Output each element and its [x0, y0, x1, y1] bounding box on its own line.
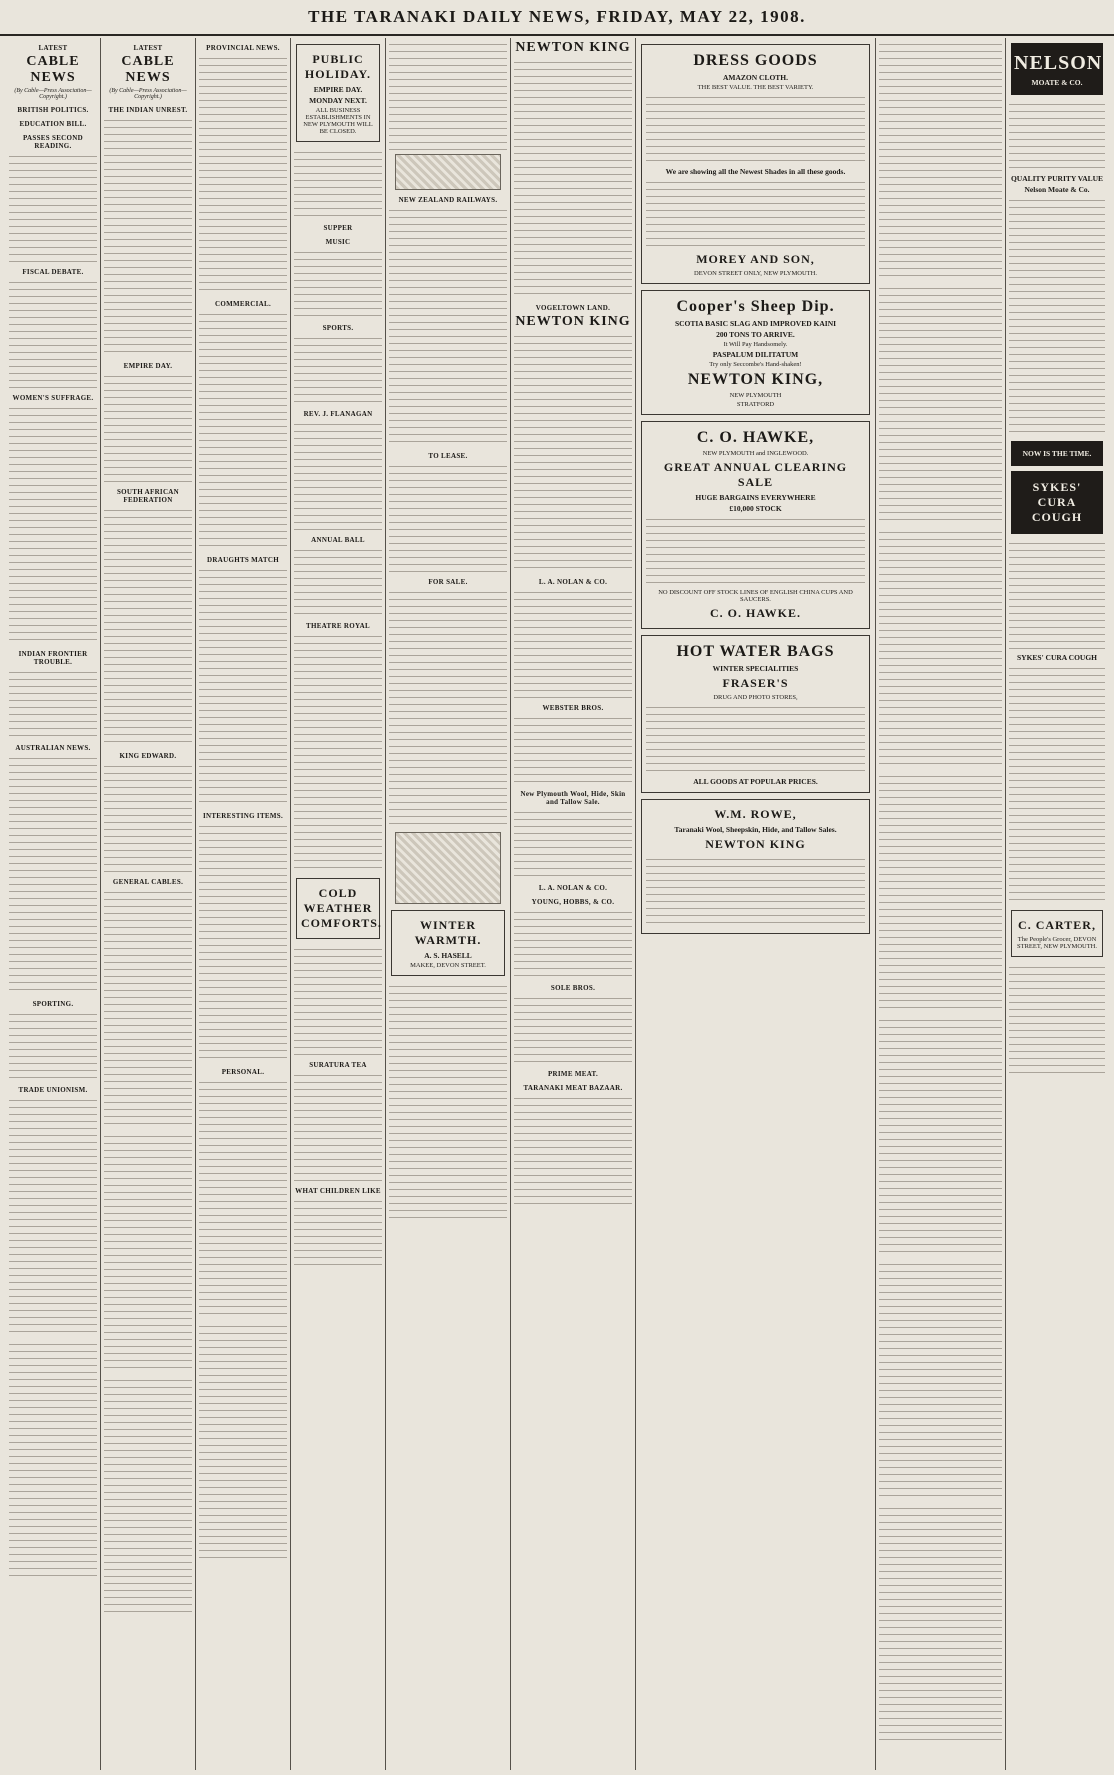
notice-text [294, 334, 382, 404]
ad-text [1009, 664, 1105, 904]
column-notices [291, 38, 386, 1770]
ad-text [646, 93, 865, 163]
ad-line: SYKES' CURA COUGH [1016, 653, 1097, 662]
headline: GENERAL CABLES. [112, 878, 184, 886]
notice-text [294, 420, 382, 530]
ad-title: NEWTON KING [705, 837, 806, 851]
auction-text [514, 908, 632, 978]
article-text [104, 888, 192, 1128]
horse-illustration [395, 832, 501, 904]
ad-line: ALL BUSINESS ESTABLISHMENTS IN NEW PLYMOUTH WILL BE CLOSED. [303, 107, 373, 135]
ad-title: SURATURA TEA [309, 1061, 367, 1069]
ad-title: NELSON [1014, 52, 1103, 74]
article-text [9, 1096, 97, 1336]
ad-title: WEBSTER BROS. [542, 704, 604, 712]
ad-title: L. A. NOLAN & CO. [538, 884, 608, 892]
classified-text [389, 588, 507, 828]
ad-line: STRATFORD [736, 401, 775, 408]
credit-line: (By Cable—Press Association—Copyright.) [14, 88, 92, 100]
ad-title: SPORTS. [322, 324, 354, 332]
ad-line: PASPALUM DILITATUM [712, 350, 799, 359]
headline: AUSTRALIAN NEWS. [15, 744, 91, 752]
classified-text [389, 40, 507, 150]
ad-sykes-cura-cough [1011, 471, 1103, 534]
ad-title: GREAT ANNUAL CLEARING SALE [663, 460, 848, 489]
article-text [9, 754, 97, 994]
column-right-ads [1006, 38, 1108, 1770]
article-text [9, 1010, 97, 1080]
ad-title: PRIME MEAT. [547, 1070, 599, 1078]
ad-line: NO DISCOUNT OFF STOCK LINES OF ENGLISH CHINA CUPS AND SAUCERS. [658, 589, 853, 603]
ad-text [646, 703, 865, 773]
ad-title: TARANAKI MEAT BAZAAR. [523, 1084, 623, 1092]
ad-title: TO LEASE. [428, 452, 468, 460]
headline: THE INDIAN UNREST. [108, 106, 188, 114]
ad-title: HOT WATER BAGS [676, 643, 835, 660]
ad-line: WINTER SPECIALITIES [712, 664, 799, 673]
headline: KING EDWARD. [119, 752, 177, 760]
ad-title: SYKES' CURA COUGH [1031, 480, 1083, 524]
ad-line: SCOTIA BASIC SLAG AND IMPROVED KAINI [674, 319, 837, 328]
ad-line: 200 TONS TO ARRIVE. [716, 330, 795, 339]
article-text [199, 310, 287, 550]
ad-co-hawke [641, 421, 870, 629]
ad-line: NEW PLYMOUTH [729, 392, 782, 399]
auction-text [514, 714, 632, 784]
article-text [9, 1340, 97, 1580]
ad-text [879, 1504, 1002, 1744]
headline: SPORTING. [32, 1000, 74, 1008]
headline: EDUCATION BILL. [19, 120, 87, 128]
auction-text [514, 58, 632, 298]
ad-title: New Plymouth Wool, Hide, Skin and Tallow Sale. [520, 790, 626, 806]
article-text [104, 372, 192, 482]
ad-text [1009, 539, 1105, 649]
ad-title: L. A. NOLAN & CO. [538, 578, 608, 586]
ad-line: We are showing all the Newest Shades in all these goods. [665, 167, 846, 176]
ad-title: C. CARTER, [1018, 918, 1096, 932]
article-text [199, 1322, 287, 1562]
ad-line: The People's Grocer, DEVON STREET, NEW PLYMOUTH. [1017, 936, 1097, 950]
ad-title: MOREY AND SON, [696, 252, 815, 266]
ad-line: MOATE & CO. [1031, 78, 1083, 87]
notice-text [294, 546, 382, 616]
ad-line: HUGE BARGAINS EVERYWHERE [695, 493, 816, 502]
ad-line: NEW PLYMOUTH and INGLEWOOD. [702, 450, 809, 457]
ad-title: C. O. HAWKE. [709, 606, 801, 620]
ad-line: A. S. HASELL [424, 951, 472, 960]
headline: PERSONAL. [221, 1068, 265, 1076]
train-illustration [395, 154, 501, 190]
ad-hot-water-bags [641, 635, 870, 793]
ad-title: C. O. HAWKE, [696, 429, 815, 446]
headline: EMPIRE DAY. [123, 362, 173, 370]
credit-line: (By Cable—Press Association—Copyright.) [109, 88, 187, 100]
ad-text [1009, 100, 1105, 170]
ad-title: SOLE BROS. [550, 984, 596, 992]
ad-title: NEWTON KING [515, 314, 631, 329]
ad-text [646, 178, 865, 248]
ad-line: It Will Pay Handsomely. [723, 341, 788, 348]
article-text [9, 668, 97, 738]
classified-text [389, 462, 507, 572]
ad-text [1009, 196, 1105, 436]
ad-line: MONDAY NEXT. [309, 96, 367, 105]
ad-title: PUBLIC HOLIDAY. [304, 52, 372, 81]
ad-line: Try only Seccombe's Hand-shaken! [709, 361, 802, 368]
column-auctions [511, 38, 636, 1770]
article-text [104, 1376, 192, 1616]
ad-title: REV. J. FLANAGAN [303, 410, 373, 418]
ad-title: WINTER WARMTH. [414, 918, 482, 947]
column-display-ads [636, 38, 876, 1770]
article-text [104, 506, 192, 746]
ad-line: ALL GOODS AT POPULAR PRICES. [693, 777, 818, 786]
column-cable-news-2 [101, 38, 196, 1770]
ad-line: £10,000 STOCK [729, 504, 782, 513]
column-classifieds [386, 38, 511, 1770]
notice-text [294, 632, 382, 872]
ad-text [879, 40, 1002, 280]
ad-line: Nelson Moate & Co. [1024, 185, 1090, 194]
column-cable-news-1 [6, 38, 101, 1770]
ad-line: THE BEST VALUE. THE BEST VARIETY. [697, 84, 814, 91]
ad-text [879, 772, 1002, 1012]
ad-public-holiday [296, 44, 380, 142]
ad-title: SUPPER [323, 224, 353, 232]
auction-text [514, 994, 632, 1064]
ad-c-carter [1011, 910, 1103, 957]
classified-text [389, 206, 507, 446]
ad-title: FRASER'S [722, 676, 789, 690]
notice-text [294, 1197, 382, 1267]
article-text [9, 404, 97, 644]
headline: INDIAN FRONTIER TROUBLE. [18, 650, 88, 666]
ad-line: EMPIRE DAY. [313, 85, 363, 94]
article-text [199, 822, 287, 1062]
ad-title: NEW ZEALAND RAILWAYS. [398, 196, 498, 204]
headline: BRITISH POLITICS. [17, 106, 89, 114]
kicker: LATEST [133, 44, 163, 52]
ad-text [879, 1260, 1002, 1500]
ad-text [1009, 963, 1105, 1073]
ad-wm-rowe [641, 799, 870, 934]
headline: SOUTH AFRICAN FEDERATION [116, 488, 180, 504]
notice-text [294, 248, 382, 318]
notice-text [294, 945, 382, 1055]
ad-text [646, 855, 865, 925]
ad-title: YOUNG, HOBBS, & CO. [531, 898, 615, 906]
ad-title: ANNUAL BALL [311, 536, 365, 544]
ad-text [879, 284, 1002, 524]
kicker: LATEST [38, 44, 68, 52]
ad-line: Taranaki Wool, Sheepskin, Hide, and Tallow Sales. [674, 825, 837, 834]
notice-text [294, 1071, 382, 1181]
column-display-ads-right [876, 38, 1006, 1770]
ad-text [879, 1016, 1002, 1256]
ad-title: COLD WEATHER COMFORTS. [301, 886, 382, 930]
article-text [9, 278, 97, 388]
article-text [104, 116, 192, 356]
ad-text [879, 528, 1002, 768]
section-title: CABLE NEWS [26, 54, 80, 85]
headline: PROVINCIAL NEWS. [206, 44, 280, 52]
auction-text [514, 332, 632, 572]
ad-title: NEWTON KING, [687, 371, 824, 388]
ad-coopers-sheep-dip [641, 290, 870, 415]
article-text [199, 54, 287, 294]
ad-cold-weather [296, 878, 380, 939]
ad-line: MAKEE, DEVON STREET. [410, 962, 486, 969]
ad-line: AMAZON CLOTH. [722, 73, 788, 82]
ad-title: DRESS GOODS [693, 52, 818, 69]
ad-line: DRUG AND PHOTO STORES, [713, 694, 798, 701]
ad-title: W.M. ROWE, [714, 807, 797, 821]
ad-title: THEATRE ROYAL [306, 622, 370, 630]
auction-text [514, 588, 632, 698]
article-text [104, 762, 192, 872]
ad-line: QUALITY PURITY VALUE [1010, 174, 1104, 183]
ad-title: NEWTON KING [515, 40, 631, 55]
columns [6, 38, 1108, 1770]
headline: WOMEN'S SUFFRAGE. [12, 394, 94, 402]
headline: PASSES SECOND READING. [23, 134, 83, 150]
headline: FISCAL DEBATE. [22, 268, 84, 276]
ad-title: Cooper's Sheep Dip. [676, 298, 835, 315]
ad-line: DEVON STREET ONLY, NEW PLYMOUTH. [694, 270, 817, 277]
masthead: THE TARANAKI DAILY NEWS, FRIDAY, MAY 22, 1908. [0, 0, 1114, 36]
auction-text [514, 808, 632, 878]
classified-text [389, 982, 507, 1222]
ad-text [646, 515, 865, 585]
ad-title: MUSIC [325, 238, 351, 246]
ad-title: VOGELTOWN LAND. [535, 304, 611, 312]
ad-title: WHAT CHILDREN LIKE [295, 1187, 381, 1195]
ad-now-is-the-time [1011, 441, 1103, 466]
headline: DRAUGHTS MATCH [207, 556, 279, 564]
ad-nelson-moate [1011, 43, 1103, 95]
headline: COMMERCIAL. [215, 300, 271, 308]
section-title: CABLE NEWS [121, 54, 175, 85]
article-text [104, 1132, 192, 1372]
column-provincial-news [196, 38, 291, 1770]
ad-title: FOR SALE. [428, 578, 468, 586]
article-text [199, 1078, 287, 1318]
ad-winter-warmth [391, 910, 505, 976]
headline: TRADE UNIONISM. [18, 1086, 88, 1094]
ad-dress-goods [641, 44, 870, 284]
ad-line: NOW IS THE TIME. [1022, 449, 1092, 458]
headline: INTERESTING ITEMS. [202, 812, 284, 820]
notice-text [294, 148, 382, 218]
auction-text [514, 1094, 632, 1204]
article-text [9, 152, 97, 262]
article-text [199, 566, 287, 806]
